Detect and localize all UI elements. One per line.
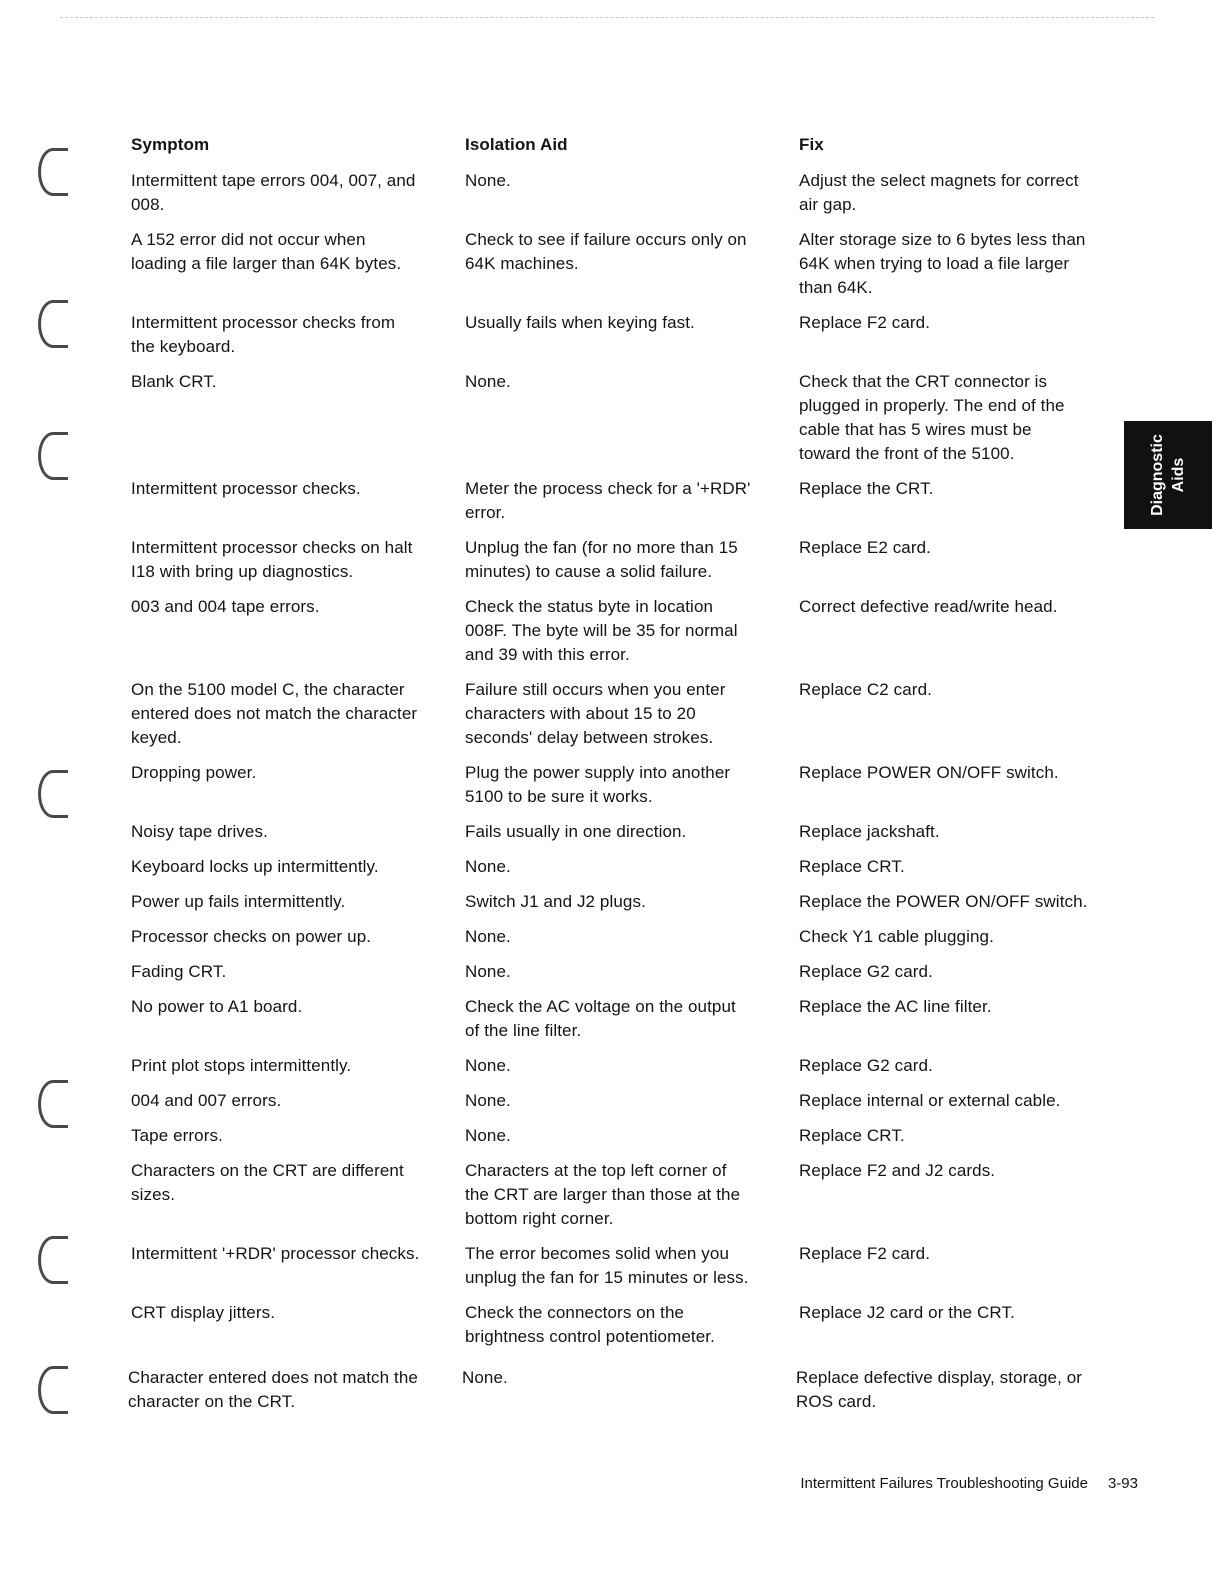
- isolation-aid-cell: Unplug the fan (for no more than 15 minutes) to cause a solid failure.: [465, 538, 738, 581]
- table-row: [131, 595, 1131, 678]
- table-row: [131, 169, 1131, 228]
- fix-cell: Replace CRT.: [799, 1126, 905, 1145]
- isolation-aid-cell: The error becomes solid when you unplug the fan for 15 minutes or less.: [465, 1244, 749, 1287]
- table-row: [131, 820, 1131, 855]
- page-footer: [700, 1473, 1138, 1495]
- isolation-aid-cell: Failure still occurs when you enter characters with about 15 to 20 seconds' delay between strokes.: [465, 680, 726, 747]
- table-row: [131, 370, 1131, 477]
- symptom-cell: Intermittent tape errors 004, 007, and 008.: [131, 171, 416, 214]
- fix-cell: Replace the AC line filter.: [799, 997, 992, 1016]
- troubleshooting-table: [128, 133, 1131, 1425]
- table-header-row: [131, 133, 1131, 169]
- isolation-aid-cell: Check the status byte in location 008F. The byte will be 35 for normal and 39 with this error.: [465, 597, 738, 664]
- table-row: [131, 995, 1131, 1054]
- table-row: [131, 855, 1131, 890]
- binder-hole-mark: [38, 1366, 68, 1414]
- symptom-cell: Print plot stops intermittently.: [131, 1056, 352, 1075]
- table-row: [131, 1242, 1131, 1301]
- fix-cell: Replace the CRT.: [799, 479, 934, 498]
- symptom-cell: Intermittent processor checks.: [131, 479, 361, 498]
- binder-hole-mark: [38, 300, 68, 348]
- page-number: 3-93: [1107, 1475, 1138, 1492]
- table-row: [131, 925, 1131, 960]
- fix-cell: Check Y1 cable plugging.: [799, 927, 994, 946]
- isolation-aid-cell: None.: [465, 962, 511, 981]
- fix-cell: Replace F2 card.: [799, 313, 931, 332]
- symptom-cell: CRT display jitters.: [131, 1303, 276, 1322]
- fix-cell: Replace E2 card.: [799, 538, 932, 557]
- fix-cell: Replace the POWER ON/OFF switch.: [799, 892, 1088, 911]
- table-row: [131, 311, 1131, 370]
- symptom-cell: Fading CRT.: [131, 962, 227, 981]
- isolation-aid-cell: Meter the process check for a '+RDR' error.: [465, 479, 751, 522]
- table-row: [131, 761, 1131, 820]
- isolation-aid-cell: None.: [465, 1056, 511, 1075]
- isolation-aid-cell: None.: [465, 372, 511, 391]
- isolation-aid-cell: None.: [465, 1091, 511, 1110]
- symptom-cell: 004 and 007 errors.: [131, 1091, 282, 1110]
- binder-hole-mark: [38, 432, 68, 480]
- isolation-aid-cell: None.: [465, 857, 511, 876]
- fix-cell: Correct defective read/write head.: [799, 597, 1058, 616]
- binder-hole-mark: [38, 148, 68, 196]
- fix-cell: Replace internal or external cable.: [799, 1091, 1061, 1110]
- fix-cell: Check that the CRT connector is plugged in properly. The end of the cable that has 5 wires must be toward the front of the 5100.: [799, 372, 1065, 463]
- symptom-cell: Dropping power.: [131, 763, 257, 782]
- table-row: [131, 960, 1131, 995]
- fix-cell: Replace defective display, storage, or ROS card.: [796, 1368, 1083, 1411]
- symptom-cell: 003 and 004 tape errors.: [131, 597, 320, 616]
- symptom-cell: Processor checks on power up.: [131, 927, 372, 946]
- symptom-cell: Blank CRT.: [131, 372, 217, 391]
- table-row: [131, 1124, 1131, 1159]
- isolation-aid-cell: Check the connectors on the brightness control potentiometer.: [465, 1303, 715, 1346]
- fix-cell: Replace G2 card.: [799, 1056, 933, 1075]
- isolation-aid-cell: Check the AC voltage on the output of the line filter.: [465, 997, 736, 1040]
- isolation-aid-cell: None.: [465, 1126, 511, 1145]
- table-row: [131, 1159, 1131, 1242]
- fix-cell: Replace F2 and J2 cards.: [799, 1161, 996, 1180]
- symptom-cell: No power to A1 board.: [131, 997, 303, 1016]
- table-row: [131, 1301, 1131, 1360]
- fix-cell: Replace CRT.: [799, 857, 905, 876]
- symptom-cell: A 152 error did not occur when loading a file larger than 64K bytes.: [131, 230, 402, 273]
- isolation-aid-cell: Switch J1 and J2 plugs.: [465, 892, 646, 911]
- table-row: [131, 890, 1131, 925]
- binder-hole-mark: [38, 1236, 68, 1284]
- symptom-cell: On the 5100 model C, the character entered does not match the character keyed.: [131, 680, 418, 747]
- table-body: [128, 169, 1131, 1425]
- isolation-aid-cell: Plug the power supply into another 5100 to be sure it works.: [465, 763, 731, 806]
- header-fix: Fix: [799, 135, 824, 154]
- isolation-aid-cell: None.: [462, 1368, 508, 1387]
- table-row: [131, 1089, 1131, 1124]
- header-isolation-aid: Isolation Aid: [465, 135, 568, 154]
- symptom-cell: Tape errors.: [131, 1126, 223, 1145]
- isolation-aid-cell: Fails usually in one direction.: [465, 822, 687, 841]
- fix-cell: Replace J2 card or the CRT.: [799, 1303, 1015, 1322]
- table-row: [131, 678, 1131, 761]
- fix-cell: Replace F2 card.: [799, 1244, 931, 1263]
- fix-cell: Alter storage size to 6 bytes less than 64K when trying to load a file larger than 64K.: [799, 230, 1086, 297]
- table-row: [131, 228, 1131, 311]
- page-top-rule: [60, 17, 1154, 18]
- isolation-aid-cell: Check to see if failure occurs only on 64K machines.: [465, 230, 747, 273]
- isolation-aid-cell: None.: [465, 171, 511, 190]
- symptom-cell: Intermittent processor checks on halt I18 with bring up diagnostics.: [131, 538, 413, 581]
- binder-hole-mark: [38, 770, 68, 818]
- symptom-cell: Intermittent processor checks from the keyboard.: [131, 313, 396, 356]
- fix-cell: Replace G2 card.: [799, 962, 933, 981]
- symptom-cell: Keyboard locks up intermittently.: [131, 857, 379, 876]
- fix-cell: Adjust the select magnets for correct air gap.: [799, 171, 1079, 214]
- table-row: [131, 477, 1131, 536]
- symptom-cell: Noisy tape drives.: [131, 822, 268, 841]
- symptom-cell: Intermittent '+RDR' processor checks.: [131, 1244, 420, 1263]
- binder-hole-mark: [38, 1080, 68, 1128]
- symptom-cell: Power up fails intermittently.: [131, 892, 346, 911]
- section-side-tab: [1124, 421, 1212, 529]
- symptom-cell: Characters on the CRT are different sizes.: [131, 1161, 404, 1204]
- table-row: [131, 1054, 1131, 1089]
- fix-cell: Replace jackshaft.: [799, 822, 940, 841]
- table-row: [128, 1360, 1131, 1425]
- symptom-cell: Character entered does not match the character on the CRT.: [128, 1368, 418, 1411]
- isolation-aid-cell: Characters at the top left corner of the CRT are larger than those at the bottom right corner.: [465, 1161, 741, 1228]
- isolation-aid-cell: Usually fails when keying fast.: [465, 313, 695, 332]
- fix-cell: Replace C2 card.: [799, 680, 932, 699]
- table-row: [131, 536, 1131, 595]
- side-tab-label: Diagnostic Aids: [1149, 434, 1187, 516]
- fix-cell: Replace POWER ON/OFF switch.: [799, 763, 1059, 782]
- footer-title: Intermittent Failures Troubleshooting Guide: [800, 1475, 1088, 1492]
- header-symptom: Symptom: [131, 135, 210, 154]
- isolation-aid-cell: None.: [465, 927, 511, 946]
